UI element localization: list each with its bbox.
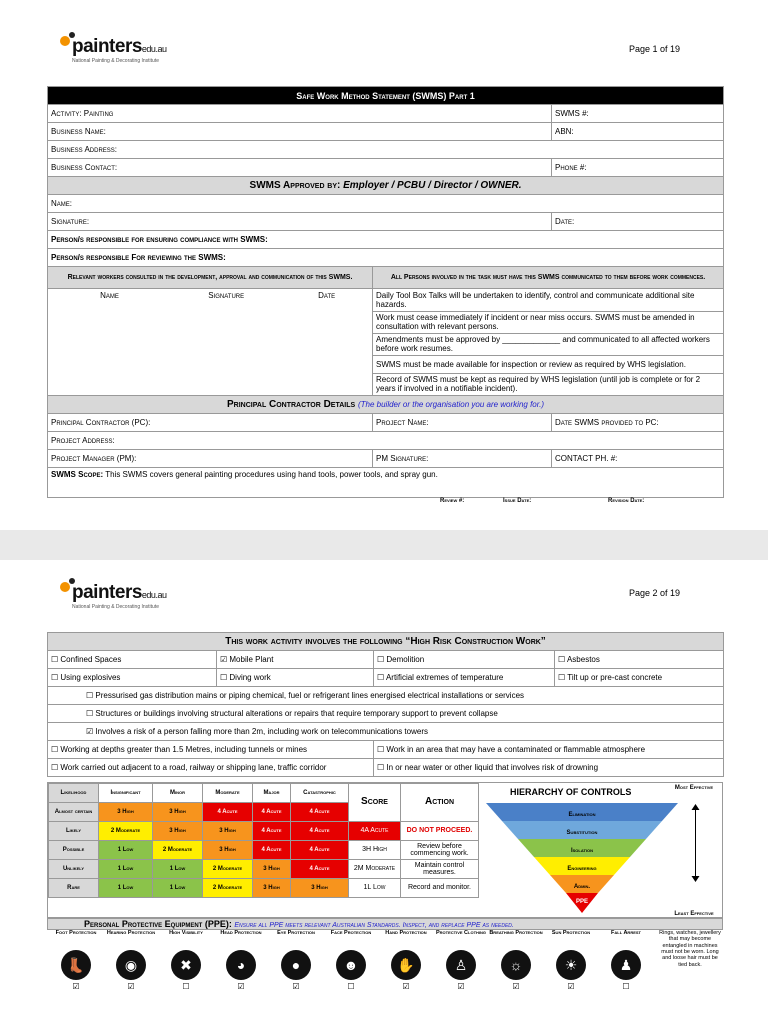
revision-date: Revision Date: [608,498,645,504]
score-high: 3H High [349,841,401,860]
matrix-cell: 4 Acute [291,841,349,860]
row-label: Unlikely [49,860,99,879]
row-label: Possible [49,841,99,860]
date-provided-field[interactable]: Date SWMS provided to PC: [552,414,724,432]
matrix-cell: 4 Acute [291,803,349,822]
date-field[interactable]: Date: [552,213,724,231]
page-number: Page 1 of 19 [628,44,680,54]
explosives-checkbox[interactable]: ☐ Using explosives [48,669,217,687]
high-risk-heading: This work activity involves the following “High Risk Construction Work” [48,633,724,651]
mobile-plant-checkbox[interactable]: ☑ Mobile Plant [217,651,374,669]
matrix-cell: 4 Acute [203,803,253,822]
hoc-elimination: Elimination [568,812,596,818]
ppe-eye[interactable]: Eye Protection ● ☑ [277,930,315,991]
coverall-icon: ♙ [446,950,476,980]
sunscreen-icon: ☀ [556,950,586,980]
consulted-workers-list[interactable]: Name Signature Date [48,289,373,396]
road-checkbox[interactable]: ☐ Work carried out adjacent to a road, railway or shipping lane, traffic corridor [48,759,374,777]
high-risk-work-table [47,632,724,777]
hoc-title: HIERARCHY OF CONTROLS [510,787,632,797]
business-contact-field[interactable]: Business Contact: [48,159,552,177]
ppe-foot[interactable]: Foot Protection 👢 ☑ [55,930,97,991]
hoc-engineering: Engineering [567,866,597,872]
matrix-cell: 4 Acute [253,803,291,822]
ppe-hearing[interactable]: Hearing Protection ◉ ☑ [106,930,156,991]
rule-3: Amendments must be approved by _____________ and communicated to all affected workers before work resumes. [373,334,724,356]
structures-checkbox[interactable]: ☐ Structures or buildings involving structural alterations or repairs that require temporary support to prevent collapse [48,705,724,723]
ppe-hand[interactable]: Hand Protection ✋ ☑ [385,930,427,991]
matrix-cell: 4 Acute [291,860,349,879]
least-effective-label: Least Effective [674,911,714,917]
page-2 [0,560,768,1024]
score-heading: Score [349,784,401,822]
matrix-cell: 3 High [153,822,203,841]
rule-4: SWMS must be made available for inspection or review as required by WHS legislation. [373,356,724,374]
score-low: 1L Low [349,879,401,898]
ppe-icons [47,930,723,1012]
swms-part1-table [47,86,724,498]
hoc-ppe: PPE [575,899,588,905]
tilt-up-checkbox[interactable]: ☐ Tilt up or pre-cast concrete [555,669,724,687]
abn-field[interactable]: ABN: [552,123,724,141]
col-likelihood: Likelihood [49,784,99,803]
pressurised-gas-checkbox[interactable]: ☐ Pressurised gas distribution mains or piping chemical, fuel or refrigerant lines energised electrical installations or services [48,687,724,705]
matrix-cell: 3 High [253,879,291,898]
project-address-field[interactable]: Project Address: [48,432,724,450]
diving-checkbox[interactable]: ☐ Diving work [217,669,374,687]
jewellery-note: Rings, watches, jewellery that may become entangled in machines must not be worn. Long and loose hair must be tied back. [659,930,721,968]
painters-logo: paintersedu.au National Painting & Decorating Institute [58,576,188,614]
ppe-sun[interactable]: Sun Protection ☀ ☑ [551,930,591,991]
action-acute: DO NOT PROCEED. [401,822,479,841]
matrix-cell: 2 Moderate [153,841,203,860]
matrix-cell: 1 Low [99,841,153,860]
painters-logo: paintersedu.au National Painting & Decorating Institute [58,30,188,68]
action-heading: Action [401,784,479,822]
issue-date: Issue Date: [503,498,532,504]
matrix-cell: 4 Acute [291,822,349,841]
action-moderate: Maintain control measures. [401,860,479,879]
pm-signature-field[interactable]: PM Signature: [373,450,552,468]
matrix-cell: 1 Low [99,860,153,879]
water-checkbox[interactable]: ☐ In or near water or other liquid that involves risk of drowning [374,759,724,777]
goggles-icon: ● [281,950,311,980]
matrix-cell: 3 High [99,803,153,822]
action-low: Record and monitor. [401,879,479,898]
col-moderate: Moderate [203,784,253,803]
page-number: Page 2 of 19 [628,588,680,598]
matrix-cell: 2 Moderate [99,822,153,841]
hierarchy-of-controls [482,783,722,919]
boot-icon: 👢 [61,950,91,980]
contact-ph-field[interactable]: CONTACT PH. #: [552,450,724,468]
glove-icon: ✋ [391,950,421,980]
risk-matrix-section [47,782,723,918]
matrix-cell: 3 High [153,803,203,822]
col-catastrophic: Catastrophic [291,784,349,803]
ppe-face[interactable]: Face Protection ☻ ☐ [330,930,372,991]
swms-scope[interactable]: SWMS Scope: This SWMS covers general painting procedures using hand tools, power tools, and spray gun. [48,468,724,498]
harness-icon: ♟ [611,950,641,980]
swms-number-field[interactable]: SWMS #: [552,105,724,123]
row-label: Rare [49,879,99,898]
temperature-checkbox[interactable]: ☐ Artificial extremes of temperature [374,669,555,687]
approved-by-heading: SWMS Approved by: Employer / PCBU / Director / OWNER. [48,177,724,195]
risk-matrix [48,783,349,898]
contaminated-checkbox[interactable]: ☐ Work in an area that may have a contaminated or flammable atmosphere [374,741,724,759]
score-action-table [348,783,479,898]
hoc-isolation: Isolation [570,848,594,854]
ppe-visibility[interactable]: High Visibility ✖ ☐ [169,930,203,991]
matrix-cell: 1 Low [99,879,153,898]
hoc-substitution: Substitution [566,830,598,836]
row-label: Likely [49,822,99,841]
score-acute: 4A Acute [349,822,401,841]
phone-field[interactable]: Phone #: [552,159,724,177]
most-effective-label: Most Effective [674,785,714,791]
all-persons-heading: All Persons involved in the task must have this SWMS communicated to them before work commences. [373,267,724,289]
project-manager-field[interactable]: Project Manager (PM): [48,450,373,468]
swms-header: Safe Work Method Statement (SWMS) Part 1 [48,87,724,105]
respirator-icon: ☼ [501,950,531,980]
col-minor: Minor [153,784,203,803]
matrix-cell: 3 High [253,860,291,879]
signature-field[interactable]: Signature: [48,213,552,231]
col-insignificant: Insignificant [99,784,153,803]
pc-field[interactable]: Principal Contractor (PC): [48,414,373,432]
ppe-head[interactable]: Head Protection ◕ ☑ [220,930,262,991]
hoc-admin: Admin. [573,884,591,890]
business-address-field[interactable]: Business Address: [48,141,724,159]
matrix-cell: 4 Acute [253,822,291,841]
business-name-field[interactable]: Business Name: [48,123,552,141]
ppe-clothing[interactable]: Protective Clothing ♙ ☑ [435,930,487,991]
matrix-cell: 2 Moderate [203,860,253,879]
falling-checkbox[interactable]: ☑ Involves a risk of a person falling more than 2m, including work on telecommunications towers [48,723,724,741]
ppe-heading: Personal Protective Equipment (PPE): Ensure all PPE meets relevant Australian Standards. Inspect, and replace PPE as needed. [47,918,723,930]
hi-vis-vest-icon: ✖ [171,950,201,980]
demolition-checkbox[interactable]: ☐ Demolition [374,651,555,669]
rule-2: Work must cease immediately if incident or near miss occurs. SWMS must be amended in consultation with relevant persons. [373,312,724,334]
matrix-cell: 4 Acute [253,841,291,860]
project-name-field[interactable]: Project Name: [373,414,552,432]
matrix-cell: 3 High [203,822,253,841]
review-number: Review #: [440,498,465,504]
activity-field[interactable]: Activity: Painting [48,105,552,123]
face-shield-icon: ☻ [336,950,366,980]
score-moderate: 2M Moderate [349,860,401,879]
effectiveness-arrow [695,805,696,881]
matrix-cell: 1 Low [153,860,203,879]
matrix-cell: 3 High [291,879,349,898]
hard-hat-icon: ◕ [226,950,256,980]
matrix-cell: 1 Low [153,879,203,898]
depths-checkbox[interactable]: ☐ Working at depths greater than 1.5 Metres, including tunnels or mines [48,741,374,759]
name-field[interactable]: Name: [48,195,724,213]
consulted-heading: Relevant workers consulted in the development, approval and communication of this SWMS. [48,267,373,289]
col-major: Major [253,784,291,803]
matrix-cell: 2 Moderate [203,879,253,898]
ear-muff-icon: ◉ [116,950,146,980]
rule-1: Daily Tool Box Talks will be undertaken to identify, control and communicate additional site hazards. [373,289,724,312]
reviewing-field[interactable]: Person/s responsible For reviewing the SWMS: [48,249,724,267]
ppe-breathing[interactable]: Breathing Protection ☼ ☑ [489,930,543,991]
compliance-field[interactable]: Person/s responsible for ensuring compliance with SWMS: [48,231,724,249]
confined-spaces-checkbox[interactable]: ☐ Confined Spaces [48,651,217,669]
rule-5: Record of SWMS must be kept as required by WHS legislation (until job is complete or for 2 years if involved in a notifiable incident). [373,374,724,396]
row-label: Almost certain [49,803,99,822]
asbestos-checkbox[interactable]: ☐ Asbestos [555,651,724,669]
pc-details-heading: Principal Contractor Details (The builder or the organisation you are working for.) [48,396,724,414]
matrix-cell: 3 High [203,841,253,860]
ppe-fall[interactable]: Fall Arrest ♟ ☐ [611,930,641,991]
action-high: Review before commencing work. [401,841,479,860]
